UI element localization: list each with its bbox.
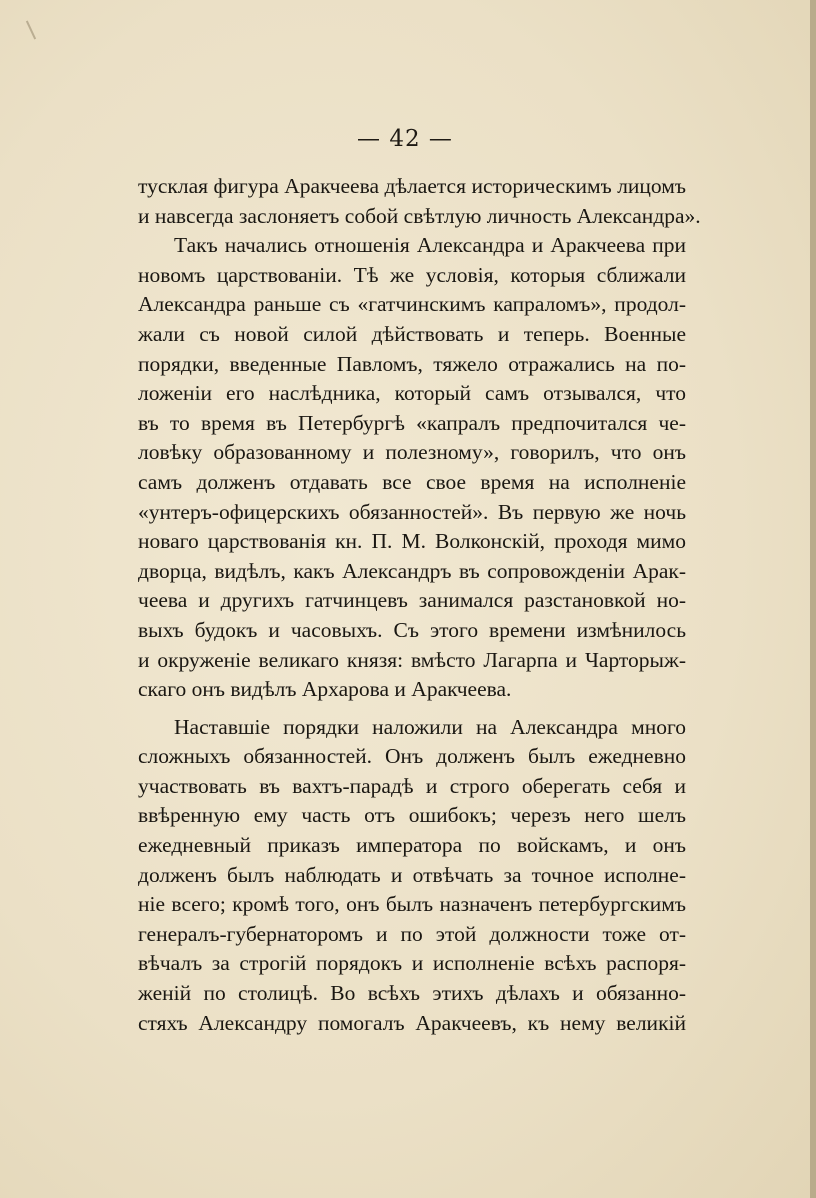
text-line: и навсегда заслоняетъ собой свѣтлую личность Александра». [138,203,701,228]
text-line: участвовать въ вахтъ-парадѣ и строго оберегать себя и [138,773,686,798]
text-line: тусклая фигура Аракчеева дѣлается историческимъ лицомъ [138,174,686,198]
text-line: женій по столицѣ. Во всѣхъ этихъ дѣлахъ и обязанно- [138,981,686,1006]
paper-mark [26,21,36,40]
text-line: выхъ будокъ и часовыхъ. Съ этого времени измѣнилось [138,617,686,642]
text-line: порядки, введенные Павломъ, тяжело отражались на по- [138,351,686,376]
text-line: самъ долженъ отдавать все свое время на исполненіе [138,469,686,494]
text-line: ввѣренную ему часть отъ ошибокъ; черезъ него шелъ [138,803,686,828]
text-line: ложеніи его наслѣдника, который самъ отзывался, что [138,381,686,406]
text-line: ежедневный приказъ императора по войскамъ, и онъ [138,833,686,858]
text-line: дворца, видѣлъ, какъ Александръ въ сопровожденіи Арак- [138,558,686,583]
page-number: — 42 — [357,126,453,152]
paragraph [138,172,701,231]
text-line: въ то время въ Петербургѣ «капралъ предпочитался че- [138,410,686,435]
page-edge [810,0,816,1198]
text-line: и окруженіе великаго князя: вмѣсто Лагарпа и Чарторыж- [138,647,686,672]
text-line: долженъ былъ наблюдать и отвѣчать за точное исполне- [138,862,686,887]
text-line: генералъ-губернаторомъ и по этой должности тоже от- [138,921,686,946]
text-line: ловѣку образованному и полезному», говорилъ, что онъ [138,440,686,465]
text-line: Такъ начались отношенія Александра и Аракчеева при [174,233,686,258]
text-line: новомъ царствованіи. Тѣ же условія, которыя сближали [138,262,686,287]
text-line: скаго онъ видѣлъ Архарова и Аракчеева. [138,677,512,702]
text-line: сложныхъ обязанностей. Онъ долженъ былъ ежедневно [138,744,686,769]
paragraph [138,713,686,1039]
text-line: «унтеръ-офицерскихъ обязанностей». Въ первую же ночь [138,499,686,524]
text-line: стяхъ Александру помогалъ Аракчеевъ, къ нему великій [138,1010,686,1035]
body-text [138,172,701,1038]
paragraph [138,231,686,705]
text-line: вѣчалъ за строгій порядокъ и исполненіе всѣхъ распоря- [138,951,686,976]
text-line: новаго царствованія кн. П. М. Волконскій, проходя мимо [138,529,686,554]
text-line: жали съ новой силой дѣйствовать и теперь. Военные [138,321,686,346]
text-line: Александра раньше съ «гатчинскимъ капраломъ», продол- [138,292,686,317]
text-line: Наставшіе порядки наложили на Александра много [174,714,686,739]
text-line: чеева и другихъ гатчинцевъ занимался разстановкой но- [138,588,686,613]
paragraph-gap [138,705,686,713]
text-line: ніе всего; кромѣ того, онъ былъ назначенъ петербургскимъ [138,892,686,917]
